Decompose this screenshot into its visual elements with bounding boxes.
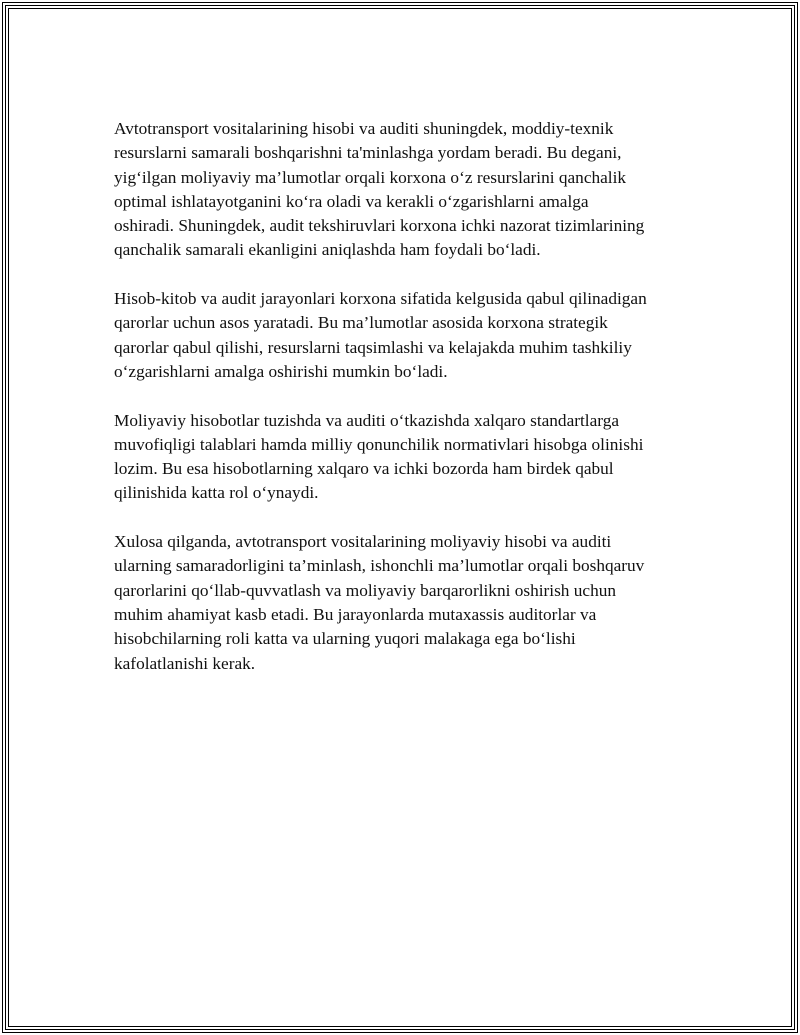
paragraph-line: qarorlarini qo‘llab-quvvatlash va moliyaviy barqarorlikni oshirish uchun xyxy=(114,580,616,600)
paragraph-line: o‘zgarishlarni amalga oshirishi mumkin bo‘ladi. xyxy=(114,361,448,381)
paragraph-line: yig‘ilgan moliyaviy ma’lumotlar orqali korxona o‘z resurslarini qanchalik xyxy=(114,167,627,187)
paragraph-2 xyxy=(114,287,694,384)
paragraph-line: ularning samaradorligini ta’minlash, ishonchli ma’lumotlar orqali boshqaruv xyxy=(114,556,645,576)
paragraph-line: qanchalik samarali ekanligini aniqlashda ham foydali bo‘ladi. xyxy=(114,240,541,260)
paragraph-line: hisobchilarning roli katta va ularning yuqori malakaga ega bo‘lishi xyxy=(114,629,576,649)
paragraph-1 xyxy=(114,117,694,263)
paragraph-line: Hisob-kitob va audit jarayonlari korxona sifatida kelgusida qabul qilinadigan xyxy=(114,289,647,309)
paragraph-line: Avtotransport vositalarining hisobi va auditi shuningdek, moddiy-texnik xyxy=(114,119,614,138)
paragraph-4 xyxy=(114,530,694,676)
paragraph-line: muvofiqligi talablari hamda milliy qonunchilik normativlari hisobga olinishi xyxy=(114,434,644,454)
paragraph-line: resurslarni samarali boshqarishni ta'minlashga yordam beradi. Bu degani, xyxy=(114,143,622,163)
paragraph-line: kafolatlanishi kerak. xyxy=(114,653,256,673)
paragraph-line: oshiradi. Shuningdek, audit tekshiruvlari korxona ichki nazorat tizimlarining xyxy=(114,216,645,236)
paragraph-line: qilinishida katta rol o‘ynaydi. xyxy=(114,483,319,503)
paragraph-line: qarorlar uchun asos yaratadi. Bu ma’lumotlar asosida korxona strategik xyxy=(114,313,608,333)
paragraph-line: Moliyaviy hisobotlar tuzishda va auditi o‘tkazishda xalqaro standartlarga xyxy=(114,410,620,430)
document-body xyxy=(114,117,694,700)
paragraph-line: muhim ahamiyat kasb etadi. Bu jarayonlarda mutaxassis auditorlar va xyxy=(114,604,597,624)
paragraph-line: lozim. Bu esa hisobotlarning xalqaro va ichki bozorda ham birdek qabul xyxy=(114,459,614,479)
paragraph-line: qarorlar qabul qilishi, resurslarni taqsimlashi va kelajakda muhim tashkiliy xyxy=(114,337,632,357)
paragraph-3 xyxy=(114,409,694,506)
paragraph-line: optimal ishlatayotganini ko‘ra oladi va kerakli o‘zgarishlarni amalga xyxy=(114,191,589,211)
paragraph-line: Xulosa qilganda, avtotransport vositalarining moliyaviy hisobi va auditi xyxy=(114,532,612,552)
